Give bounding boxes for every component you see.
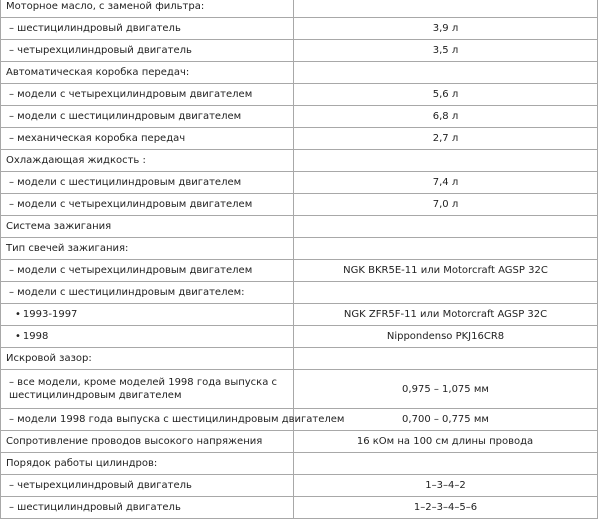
spec-value: NGK ZFR5F-11 или Motorcraft AGSP 32C xyxy=(343,309,548,320)
spec-row xyxy=(1,238,598,260)
spec-label: – модели с четырехцилиндровым двигателем xyxy=(9,89,253,100)
spec-label: Система зажигания xyxy=(6,221,112,232)
spec-label-cell xyxy=(1,409,345,431)
bullet-icon: • xyxy=(15,331,21,342)
spec-value: NGK BKR5E-11 или Motorcraft AGSP 32C xyxy=(343,265,548,276)
spec-label: Сопротивление проводов высокого напряжения xyxy=(6,436,263,447)
spec-value: 16 кОм на 100 см длины провода xyxy=(356,436,534,447)
spec-value-cell xyxy=(294,326,598,348)
spec-value-cell xyxy=(294,453,598,475)
spec-row xyxy=(1,0,598,18)
spec-label: Тип свечей зажигания: xyxy=(6,243,129,254)
spec-label: – четырехцилиндровый двигатель xyxy=(9,480,192,491)
spec-value-cell xyxy=(294,106,598,128)
spec-value-cell xyxy=(294,194,598,216)
spec-value-cell xyxy=(294,431,598,453)
spec-value: 0,975 – 1,075 мм xyxy=(402,383,489,395)
spec-value-cell xyxy=(294,238,598,260)
spec-row xyxy=(1,194,598,216)
spec-value: 2,7 л xyxy=(432,133,459,144)
spec-label-cell xyxy=(1,304,294,326)
spec-value-cell xyxy=(294,84,598,106)
spec-section-heading xyxy=(1,282,294,304)
spec-value-cell xyxy=(294,282,598,304)
spec-label-cell xyxy=(1,40,294,62)
spec-label-cell xyxy=(1,326,294,348)
spec-value-cell xyxy=(294,216,598,238)
spec-value-cell xyxy=(294,0,598,18)
spec-row xyxy=(1,216,598,238)
spec-label-cell xyxy=(1,260,294,282)
spec-value-cell xyxy=(294,304,598,326)
spec-label: – модели 1998 года выпуска с шестицилиндровым двигателем xyxy=(9,414,345,425)
spec-value: 7,4 л xyxy=(432,177,459,188)
spec-label: – модели с шестицилиндровым двигателем: xyxy=(9,287,245,298)
spec-label: – модели с четырехцилиндровым двигателем xyxy=(9,199,253,210)
spec-label: – шестицилиндровый двигатель xyxy=(9,23,181,34)
spec-label-cell xyxy=(1,128,294,150)
spec-label: Моторное масло, с заменой фильтра: xyxy=(6,1,205,12)
spec-label: – четырехцилиндровый двигатель xyxy=(9,45,192,56)
spec-label: 1998 xyxy=(22,331,49,342)
spec-section-heading xyxy=(1,348,294,370)
spec-value-cell xyxy=(294,150,598,172)
spec-value-cell xyxy=(294,497,598,519)
spec-label-cell xyxy=(1,172,294,194)
spec-value-cell xyxy=(294,62,598,84)
spec-label: – модели с шестицилиндровым двигателем xyxy=(9,111,242,122)
spec-label: 1993-1997 xyxy=(22,309,78,320)
spec-row xyxy=(1,18,598,40)
spec-label: Охлаждающая жидкость : xyxy=(6,155,146,166)
spec-value: 1–3–4–2 xyxy=(425,480,466,491)
spec-value-cell xyxy=(294,18,598,40)
spec-row xyxy=(1,431,598,453)
spec-row xyxy=(1,497,598,519)
spec-value: Nippondenso PKJ16CR8 xyxy=(386,331,505,342)
spec-row xyxy=(1,475,598,497)
spec-row xyxy=(1,304,598,326)
specifications-table-body xyxy=(1,0,598,519)
spec-section-heading xyxy=(1,216,294,238)
spec-section-heading xyxy=(1,0,294,18)
spec-value-cell xyxy=(294,260,598,282)
spec-value-cell xyxy=(294,40,598,62)
spec-value: 6,8 л xyxy=(432,111,459,122)
spec-row xyxy=(1,62,598,84)
spec-row xyxy=(1,282,598,304)
spec-label-cell xyxy=(1,106,294,128)
spec-value: 1–2–3–4–5–6 xyxy=(413,502,478,513)
spec-row xyxy=(1,348,598,370)
spec-section-heading xyxy=(1,150,294,172)
spec-value: 3,9 л xyxy=(432,23,459,34)
spec-label: – модели с шестицилиндровым двигателем xyxy=(9,177,242,188)
spec-value: 5,6 л xyxy=(432,89,459,100)
spec-row xyxy=(1,84,598,106)
spec-label-cell xyxy=(1,370,294,409)
spec-section-heading xyxy=(1,62,294,84)
spec-row xyxy=(1,409,598,431)
spec-row xyxy=(1,370,598,409)
spec-label: – все модели, кроме моделей 1998 года выпуска с шестицилиндровым двигателем xyxy=(9,377,278,401)
spec-row xyxy=(1,453,598,475)
spec-label: – шестицилиндровый двигатель xyxy=(9,502,181,513)
spec-value-cell xyxy=(294,348,598,370)
spec-label: Порядок работы цилиндров: xyxy=(6,458,158,469)
spec-label-cell xyxy=(1,475,294,497)
spec-label-cell xyxy=(1,497,294,519)
spec-value: 0,700 – 0,775 мм xyxy=(402,414,489,425)
spec-label-cell xyxy=(1,431,294,453)
spec-value: 7,0 л xyxy=(432,199,459,210)
spec-label-cell xyxy=(1,18,294,40)
spec-row xyxy=(1,128,598,150)
spec-label-cell xyxy=(1,84,294,106)
spec-label: Автоматическая коробка передач: xyxy=(6,67,190,78)
spec-value-cell xyxy=(294,172,598,194)
spec-label: – модели с четырехцилиндровым двигателем xyxy=(9,265,253,276)
spec-row xyxy=(1,40,598,62)
spec-label: Искровой зазор: xyxy=(6,353,92,364)
spec-row xyxy=(1,260,598,282)
spec-value: 3,5 л xyxy=(432,45,459,56)
spec-label: – механическая коробка передач xyxy=(9,133,186,144)
spec-row xyxy=(1,106,598,128)
spec-row xyxy=(1,150,598,172)
spec-value-cell xyxy=(294,475,598,497)
bullet-icon: • xyxy=(15,309,21,320)
spec-row xyxy=(1,172,598,194)
spec-value-cell xyxy=(294,128,598,150)
spec-value-cell xyxy=(294,370,598,409)
spec-section-heading xyxy=(1,238,294,260)
spec-label-cell xyxy=(1,194,294,216)
spec-section-heading xyxy=(1,453,294,475)
spec-row xyxy=(1,326,598,348)
